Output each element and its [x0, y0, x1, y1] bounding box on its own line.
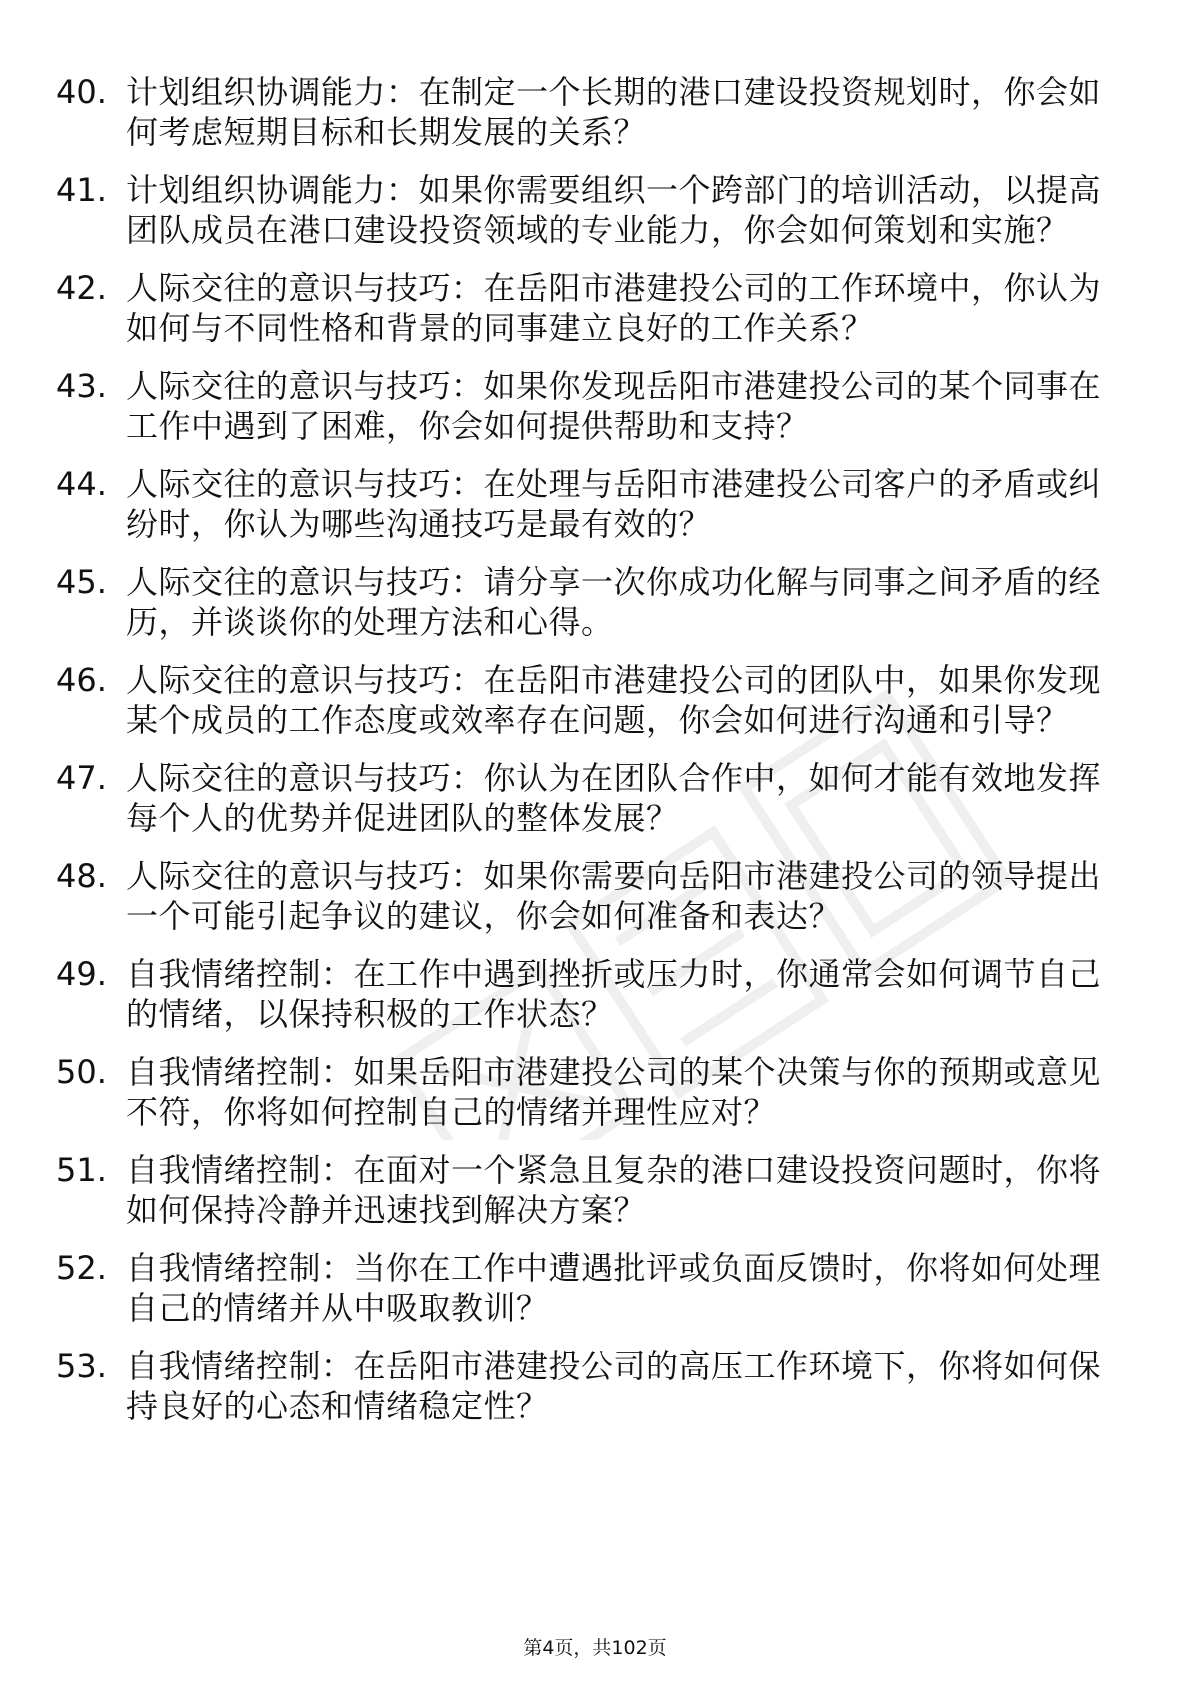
question-number: 46. [56, 661, 107, 699]
question-number: 51. [56, 1151, 107, 1189]
question-text: 人际交往的意识与技巧：在岳阳市港建投公司的工作环境中，你认为如何与不同性格和背景的同事建立良好的工作关系？ [126, 269, 1102, 347]
question-item [56, 366, 1106, 446]
page-footer [0, 1636, 1190, 1660]
question-number: 50. [56, 1053, 107, 1091]
question-item [56, 268, 1106, 348]
question-number: 40. [56, 73, 107, 111]
question-number: 53. [56, 1347, 107, 1385]
question-number: 49. [56, 955, 107, 993]
question-item [56, 954, 1106, 1034]
question-item [56, 660, 1106, 740]
question-text: 人际交往的意识与技巧：在岳阳市港建投公司的团队中，如果你发现某个成员的工作态度或效率存在问题，你会如何进行沟通和引导？ [126, 661, 1102, 739]
question-text: 自我情绪控制：当你在工作中遭遇批评或负面反馈时，你将如何处理自己的情绪并从中吸取教训？ [126, 1249, 1102, 1327]
question-item [56, 170, 1106, 250]
question-item [56, 464, 1106, 544]
question-list [56, 72, 1106, 1444]
question-item [56, 562, 1106, 642]
question-text: 人际交往的意识与技巧：请分享一次你成功化解与同事之间矛盾的经历，并谈谈你的处理方法和心得。 [126, 563, 1102, 641]
question-item [56, 856, 1106, 936]
question-text: 自我情绪控制：如果岳阳市港建投公司的某个决策与你的预期或意见不符，你将如何控制自己的情绪并理性应对？ [126, 1053, 1102, 1131]
question-text: 自我情绪控制：在工作中遇到挫折或压力时，你通常会如何调节自己的情绪，以保持积极的工作状态？ [126, 955, 1102, 1033]
question-number: 52. [56, 1249, 107, 1287]
question-number: 45. [56, 563, 107, 601]
question-item [56, 72, 1106, 152]
question-number: 44. [56, 465, 107, 503]
question-text: 自我情绪控制：在面对一个紧急且复杂的港口建设投资问题时，你将如何保持冷静并迅速找到解决方案？ [126, 1151, 1102, 1229]
question-number: 47. [56, 759, 107, 797]
question-number: 43. [56, 367, 107, 405]
question-item [56, 1248, 1106, 1328]
question-item [56, 758, 1106, 838]
question-item [56, 1150, 1106, 1230]
question-number: 41. [56, 171, 107, 209]
question-text: 人际交往的意识与技巧：如果你需要向岳阳市港建投公司的领导提出一个可能引起争议的建议，你会如何准备和表达？ [126, 857, 1102, 935]
question-text: 人际交往的意识与技巧：你认为在团队合作中，如何才能有效地发挥每个人的优势并促进团队的整体发展？ [126, 759, 1102, 837]
question-text: 计划组织协调能力：如果你需要组织一个跨部门的培训活动，以提高团队成员在港口建设投资领域的专业能力，你会如何策划和实施？ [126, 171, 1102, 249]
question-text: 自我情绪控制：在岳阳市港建投公司的高压工作环境下，你将如何保持良好的心态和情绪稳定性？ [126, 1347, 1102, 1425]
question-number: 42. [56, 269, 107, 307]
question-text: 人际交往的意识与技巧：在处理与岳阳市港建投公司客户的矛盾或纠纷时，你认为哪些沟通技巧是最有效的？ [126, 465, 1102, 543]
page-number-label: 第4页，共102页 [523, 1637, 667, 1659]
question-item [56, 1052, 1106, 1132]
question-item [56, 1346, 1106, 1426]
question-number: 48. [56, 857, 107, 895]
question-text: 计划组织协调能力：在制定一个长期的港口建设投资规划时，你会如何考虑短期目标和长期发展的关系？ [126, 73, 1102, 151]
question-text: 人际交往的意识与技巧：如果你发现岳阳市港建投公司的某个同事在工作中遇到了困难，你会如何提供帮助和支持？ [126, 367, 1102, 445]
